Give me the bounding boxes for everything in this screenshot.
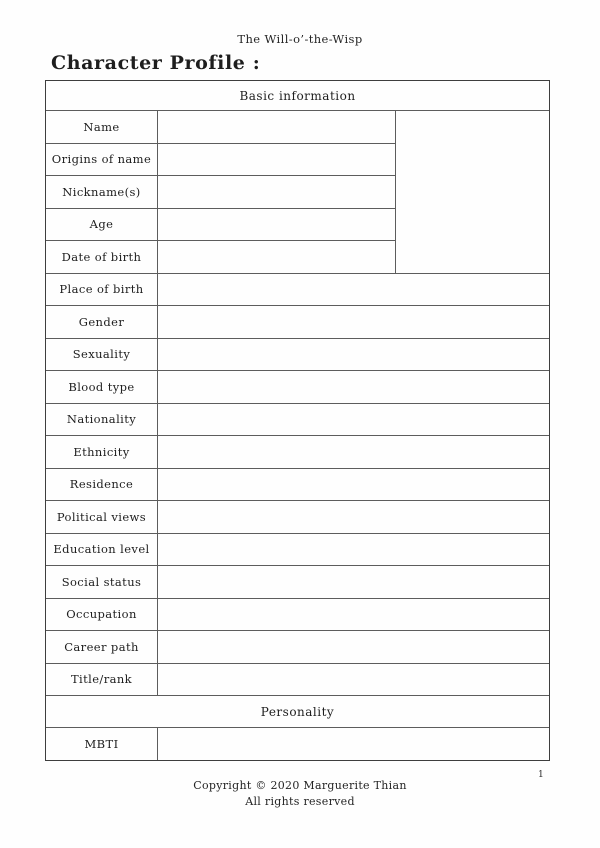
document-footer: [0, 778, 600, 810]
field-value-origins-of-name: [158, 144, 395, 177]
photo-box: [395, 111, 549, 274]
field-value-gender: [158, 306, 549, 339]
field-label-sexuality: Sexuality: [46, 339, 158, 372]
field-label-age: Age: [46, 209, 158, 242]
field-value-nickname-s: [158, 176, 395, 209]
field-value-political-views: [158, 501, 549, 534]
footer-rights-line: All rights reserved: [245, 795, 355, 808]
field-value-title-rank: [158, 664, 549, 697]
field-label-residence: Residence: [46, 469, 158, 502]
field-value-education-level: [158, 534, 549, 567]
field-value-nationality: [158, 404, 549, 437]
field-label-mbti: MBTI: [46, 728, 158, 760]
document-header-title: The Will-o’-the-Wisp: [237, 32, 363, 46]
field-value-blood-type: [158, 371, 549, 404]
field-label-career-path: Career path: [46, 631, 158, 664]
section-header-personality: Personality: [46, 696, 549, 728]
field-value-date-of-birth: [158, 241, 395, 274]
section-header-basic-information: Basic information: [46, 81, 549, 111]
field-value-career-path: [158, 631, 549, 664]
field-value-residence: [158, 469, 549, 502]
field-label-ethnicity: Ethnicity: [46, 436, 158, 469]
field-value-ethnicity: [158, 436, 549, 469]
field-value-sexuality: [158, 339, 549, 372]
field-label-date-of-birth: Date of birth: [46, 241, 158, 274]
field-value-place-of-birth: [158, 274, 549, 307]
field-value-occupation: [158, 599, 549, 632]
field-label-origins-of-name: Origins of name: [46, 144, 158, 177]
field-label-nickname-s: Nickname(s): [46, 176, 158, 209]
field-label-nationality: Nationality: [46, 404, 158, 437]
field-label-title-rank: Title/rank: [46, 664, 158, 697]
basic-information-grid: [46, 111, 549, 696]
field-label-place-of-birth: Place of birth: [46, 274, 158, 307]
field-value-mbti: [158, 728, 549, 760]
field-value-age: [158, 209, 395, 242]
page-number: 1: [538, 770, 544, 780]
field-value-name: [158, 111, 395, 144]
field-label-occupation: Occupation: [46, 599, 158, 632]
field-label-political-views: Political views: [46, 501, 158, 534]
field-label-social-status: Social status: [46, 566, 158, 599]
page-title: Character Profile :: [51, 52, 261, 74]
field-label-blood-type: Blood type: [46, 371, 158, 404]
footer-copyright-line: Copyright © 2020 Marguerite Thian: [193, 779, 407, 792]
personality-grid: [46, 728, 549, 760]
character-profile-table: [45, 80, 550, 761]
field-label-education-level: Education level: [46, 534, 158, 567]
field-label-gender: Gender: [46, 306, 158, 339]
field-label-name: Name: [46, 111, 158, 144]
field-value-social-status: [158, 566, 549, 599]
